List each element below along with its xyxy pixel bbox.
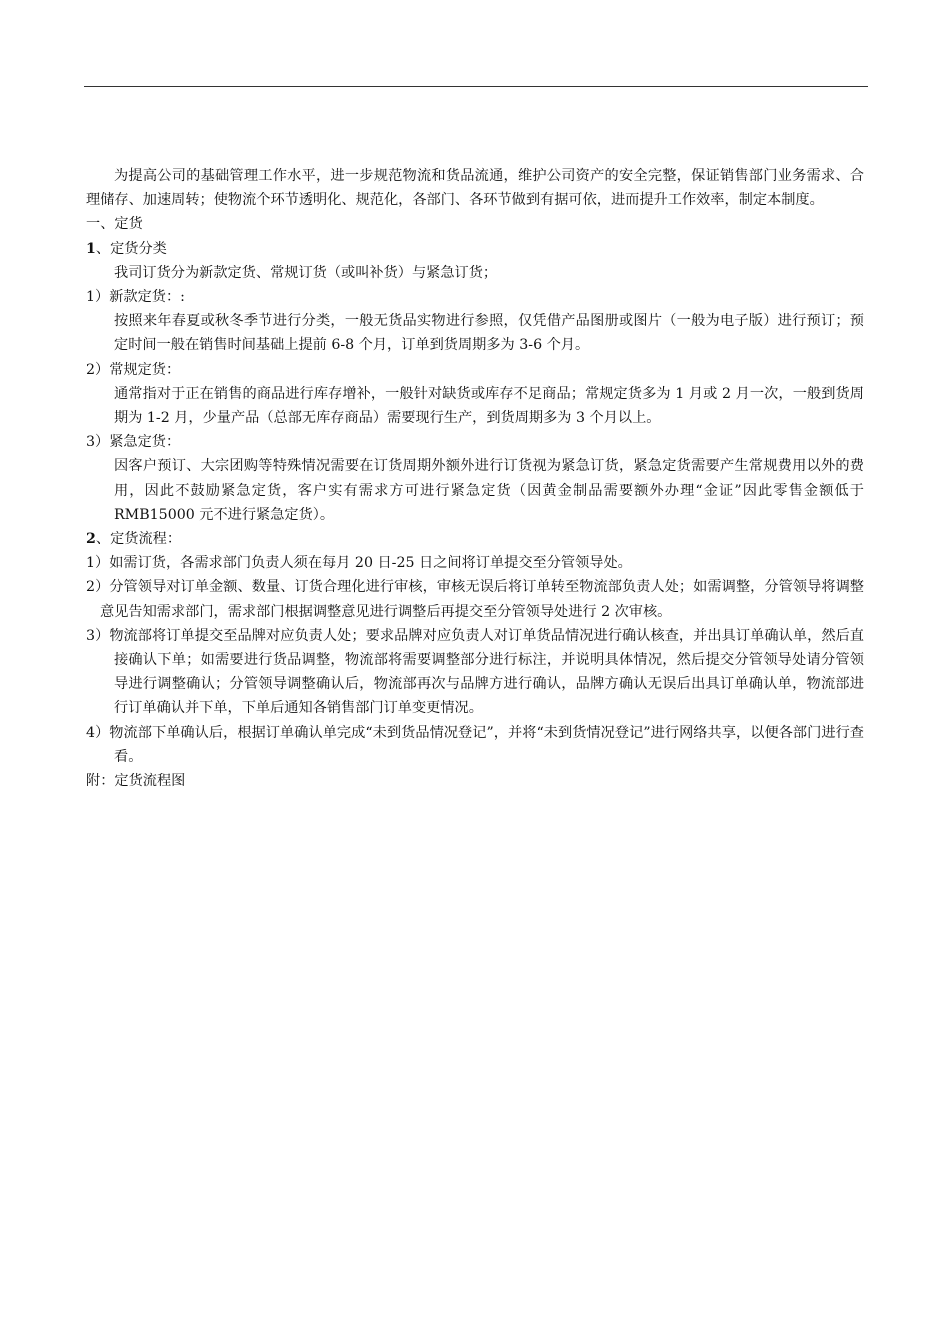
subsection-number: 1	[86, 240, 96, 257]
subsection-number: 2	[86, 531, 96, 548]
item-body-urgent: 因客户预订、大宗团购等特殊情况需要在订货周期外额外进行订货视为紧急订货，紧急定货需要产生常规费用以外的费用，因此不鼓励紧急定货，客户实有需求方可进行紧急定货（因黄金制品需要额外办理“金证”因此零售金额低于 RMB15000 元不进行紧急定货）。	[114, 458, 864, 523]
item-label-new-style: 1）新款定货：:	[86, 289, 185, 306]
subsection-title: 、定货分类	[95, 240, 167, 257]
classification-body: 我司订货分为新款定货、常规订货（或叫补货）与紧急订货；	[114, 264, 498, 281]
process-step-4: 4）物流部下单确认后，根据订单确认单完成“未到货品情况登记”，并将“未到货情况登记”进行网络共享，以便各部门进行查看。	[86, 724, 864, 765]
item-label-regular: 2）常规定货：	[86, 361, 181, 378]
item-body-regular: 通常指对于正在销售的商品进行库存增补，一般针对缺货或库存不足商品；常规定货多为 1 月或 2 月一次，一般到货周期为 1-2 月，少量产品（总部无库存商品）需要现行生产，到货周期多为 3 个月以上。	[114, 385, 864, 427]
item-body-new-style: 按照来年春夏或秋冬季节进行分类，一般无货品实物进行参照，仅凭借产品图册或图片（一般为电子版）进行预订；预定时间一般在销售时间基础上提前 6-8 个月，订单到货周期多为 3-6 个月。	[114, 313, 864, 354]
process-step-1: 1）如需订货，各需求部门负责人须在每月 20 日-25 日之间将订单提交至分管领导处。	[86, 555, 632, 572]
subsection-title: 、定货流程：	[95, 531, 182, 548]
intro-paragraph: 为提高公司的基础管理工作水平，进一步规范物流和货品流通，维护公司资产的安全完整，保证销售部门业务需求、合理储存、加速周转；使物流个环节透明化、规范化，各部门、各环节做到有据可依，进而提升工作效率，制定本制度。	[86, 168, 864, 209]
section-heading-ordering: 一、定货	[86, 216, 143, 233]
document-body	[86, 164, 864, 793]
process-step-3: 3）物流部将订单提交至品牌对应负责人处；要求品牌对应负责人对订单货品情况进行确认核查，并出具订单确认单，然后直接确认下单；如需要进行货品调整，物流部将需要调整部分进行标注，并说明具体情况，然后提交分管领导处请分管领导进行调整确认；分管领导调整确认后，物流部再次与品牌方进行确认，品牌方确认无误后出具订单确认单，物流部进行订单确认并下单，下单后通知各销售部门订单变更情况。	[86, 627, 864, 717]
subsection-heading-classification	[86, 237, 864, 261]
item-label-urgent: 3）紧急定货：	[86, 434, 181, 451]
header-rule	[84, 86, 868, 87]
process-step-2: 2）分管领导对订单金额、数量、订货合理化进行审核，审核无误后将订单转至物流部负责人处；如需调整，分管领导将调整意见告知需求部门，需求部门根据调整意见进行调整后再提交至分管领导处进行 2 次审核。	[86, 579, 864, 620]
subsection-heading-process	[86, 527, 864, 551]
appendix-note: 附：定货流程图	[86, 773, 186, 790]
